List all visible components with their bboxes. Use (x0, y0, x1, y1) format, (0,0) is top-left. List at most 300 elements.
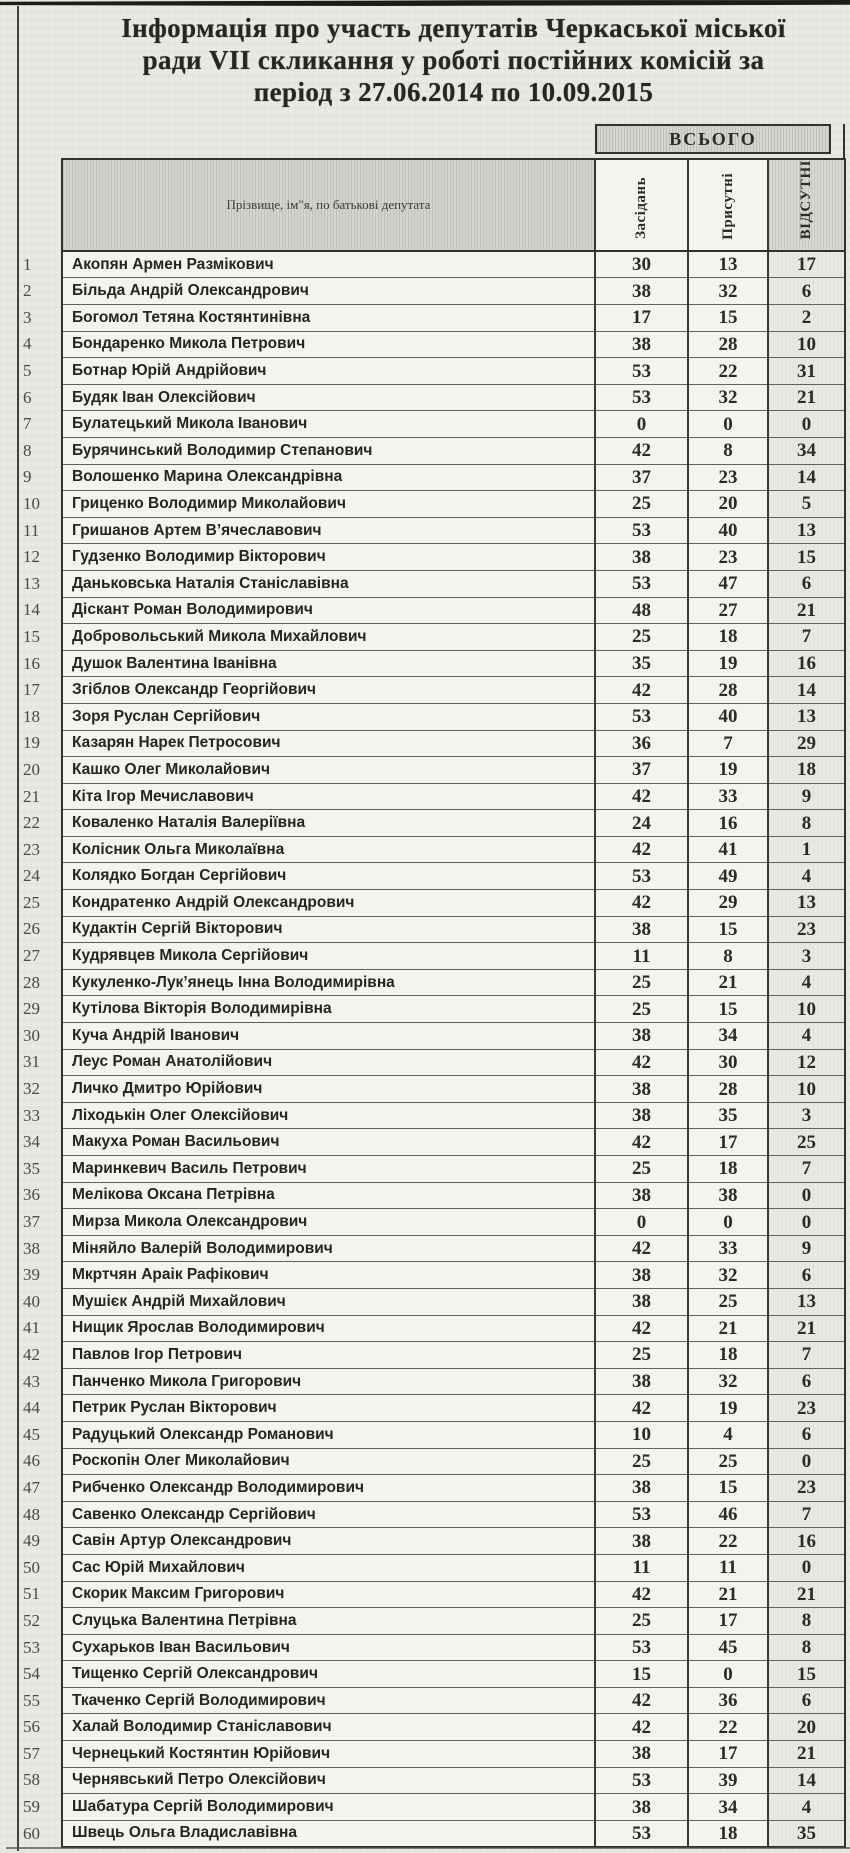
present-count: 36 (688, 1687, 768, 1714)
present-count: 0 (688, 1209, 768, 1236)
deputy-name: Нищик Ярослав Володимирович (62, 1315, 595, 1342)
row-number: 55 (23, 1690, 40, 1710)
row-number: 21 (23, 786, 40, 806)
meetings-count: 15 (595, 1661, 688, 1688)
table-row (18, 863, 845, 890)
meetings-count: 38 (595, 331, 688, 358)
table-row (18, 810, 845, 837)
row-number: 38 (23, 1238, 40, 1258)
row-number: 27 (23, 946, 40, 966)
table-row (18, 1554, 845, 1581)
row-number: 35 (23, 1158, 40, 1178)
table-row (18, 544, 845, 571)
absent-count: 17 (768, 251, 845, 278)
deputy-name: Мелікова Оксана Петрівна (62, 1182, 595, 1209)
absent-count: 21 (768, 1741, 845, 1768)
row-number: 56 (23, 1717, 40, 1737)
meetings-column-header (595, 159, 688, 251)
absent-count: 14 (768, 677, 845, 704)
absent-count: 6 (768, 1368, 845, 1395)
absent-count: 23 (768, 916, 845, 943)
row-number: 2 (23, 281, 32, 301)
present-count: 19 (688, 757, 768, 784)
present-count: 39 (688, 1767, 768, 1794)
deputy-name: Більда Андрій Олександрович (62, 278, 595, 305)
deputy-name: Мкртчян Араік Рафікович (62, 1262, 595, 1289)
deputy-name: Роскопін Олег Миколайович (62, 1448, 595, 1475)
table-row (18, 730, 845, 757)
document-title (62, 12, 845, 108)
absent-count: 34 (768, 437, 845, 464)
absent-count: 21 (768, 1581, 845, 1608)
absent-count: 6 (768, 1421, 845, 1448)
meetings-count: 38 (595, 278, 688, 305)
present-count: 30 (688, 1049, 768, 1076)
row-number: 17 (23, 680, 40, 700)
deputy-name: Гудзенко Володимир Вікторович (62, 544, 595, 571)
table-row (18, 1288, 845, 1315)
present-count: 17 (688, 1741, 768, 1768)
absent-count: 21 (768, 1315, 845, 1342)
deputy-name: Згіблов Олександр Георгійович (62, 677, 595, 704)
absent-count: 6 (768, 278, 845, 305)
gutter-header-cell (18, 159, 62, 251)
present-count: 40 (688, 517, 768, 544)
absent-count: 13 (768, 890, 845, 917)
row-number: 7 (23, 414, 32, 434)
present-count: 18 (688, 624, 768, 651)
total-header-cell: ВСЬОГО (595, 124, 831, 154)
meetings-count: 24 (595, 810, 688, 837)
row-number: 10 (23, 493, 40, 513)
deputy-name: Кудрявцев Микола Сергійович (62, 943, 595, 970)
row-number: 33 (23, 1105, 40, 1125)
meetings-count: 25 (595, 996, 688, 1023)
deputy-name: Чернецький Костянтин Юрійович (62, 1741, 595, 1768)
deputy-name: Акопян Армен Размікович (62, 251, 595, 278)
present-count: 34 (688, 1794, 768, 1821)
table-row (18, 943, 845, 970)
deputy-name: Чернявський Петро Олексійович (62, 1767, 595, 1794)
present-count: 8 (688, 943, 768, 970)
table-row (18, 1049, 845, 1076)
present-count: 22 (688, 358, 768, 385)
deputy-name: Бондаренко Микола Петрович (62, 331, 595, 358)
meetings-count: 38 (595, 1794, 688, 1821)
present-count: 22 (688, 1714, 768, 1741)
row-number: 37 (23, 1212, 40, 1231)
table-row (18, 1023, 845, 1050)
absent-count: 7 (768, 1342, 845, 1369)
present-count: 4 (688, 1421, 768, 1448)
table-row (18, 437, 845, 464)
deputy-name: Гришанов Артем В’ячеславович (62, 517, 595, 544)
absent-count: 31 (768, 358, 845, 385)
deputy-name: Даньковська Наталія Станіславівна (62, 570, 595, 597)
deputy-name: Кашко Олег Миколайович (62, 757, 595, 784)
table-row (18, 1608, 845, 1635)
row-number: 4 (23, 334, 32, 354)
table-row (18, 1395, 845, 1422)
deputy-name: Мушієк Андрій Михайлович (62, 1288, 595, 1315)
absent-count: 6 (768, 1262, 845, 1289)
present-count: 17 (688, 1129, 768, 1156)
present-count: 41 (688, 836, 768, 863)
deputy-name: Халай Володимир Станіславович (62, 1714, 595, 1741)
row-number: 9 (23, 467, 32, 487)
meetings-count: 42 (595, 1315, 688, 1342)
table-row (18, 783, 845, 810)
table-row (18, 491, 845, 518)
table-row (18, 1368, 845, 1395)
table-row (18, 278, 845, 305)
present-count: 27 (688, 597, 768, 624)
meetings-count: 38 (595, 1288, 688, 1315)
present-count: 33 (688, 1235, 768, 1262)
deputy-name: Маринкевич Василь Петрович (62, 1156, 595, 1183)
table-row (18, 703, 845, 730)
row-number: 48 (23, 1504, 40, 1524)
meetings-count: 42 (595, 1049, 688, 1076)
table-row (18, 1767, 845, 1794)
table-row (18, 570, 845, 597)
name-column-header: Прізвище, ім"я, по батькові депутата (62, 159, 595, 251)
absent-count: 13 (768, 517, 845, 544)
table-row (18, 358, 845, 385)
meetings-count: 36 (595, 730, 688, 757)
present-count: 49 (688, 863, 768, 890)
present-count: 34 (688, 1023, 768, 1050)
scan-bottom-line-artifact (6, 1847, 850, 1849)
absent-count: 18 (768, 757, 845, 784)
table-row (18, 1528, 845, 1555)
meetings-count: 42 (595, 1687, 688, 1714)
deputy-name: Діскант Роман Володимирович (62, 597, 595, 624)
absent-count: 9 (768, 783, 845, 810)
table-row (18, 1315, 845, 1342)
present-count: 16 (688, 810, 768, 837)
deputy-name: Петрик Руслан Вікторович (62, 1395, 595, 1422)
deputy-name: Колядко Богдан Сергійович (62, 863, 595, 890)
meetings-count: 53 (595, 358, 688, 385)
deputy-name: Личко Дмитро Юрійович (62, 1076, 595, 1103)
absent-count: 4 (768, 969, 845, 996)
present-column-label: Присутні (719, 172, 736, 240)
attendance-table (18, 158, 846, 1848)
absent-count: 16 (768, 650, 845, 677)
row-number: 29 (23, 999, 40, 1019)
table-row (18, 1156, 845, 1183)
deputy-name: Ботнар Юрій Андрійович (62, 358, 595, 385)
absent-count: 12 (768, 1049, 845, 1076)
table-row (18, 1448, 845, 1475)
absent-count: 0 (768, 411, 845, 438)
meetings-count: 42 (595, 783, 688, 810)
present-count: 29 (688, 890, 768, 917)
row-number: 41 (23, 1318, 40, 1338)
row-number: 20 (23, 759, 40, 779)
deputy-name: Павлов Ігор Петрович (62, 1342, 595, 1369)
absent-count: 13 (768, 703, 845, 730)
meetings-count: 42 (595, 1129, 688, 1156)
absent-column-header (768, 159, 845, 251)
row-number: 45 (23, 1424, 40, 1444)
row-number: 25 (23, 892, 40, 912)
row-number: 46 (23, 1451, 40, 1471)
present-count: 18 (688, 1820, 768, 1847)
absent-count: 0 (768, 1554, 845, 1581)
deputy-name: Богомол Тетяна Костянтинівна (62, 305, 595, 332)
table-row (18, 597, 845, 624)
title-line-2: ради VII скликання у роботі постійних комісій за (142, 45, 765, 75)
table-row (18, 677, 845, 704)
deputy-name: Бурячинський Володимир Степанович (62, 437, 595, 464)
meetings-count: 11 (595, 1554, 688, 1581)
table-row (18, 1475, 845, 1502)
deputy-name: Швець Ольга Владиславівна (62, 1820, 595, 1847)
title-line-3: період з 27.06.2014 по 10.09.2015 (253, 77, 654, 107)
deputy-name: Слуцька Валентина Петрівна (62, 1608, 595, 1635)
deputy-name: Радуцький Олександр Романович (62, 1421, 595, 1448)
deputy-name: Добровольський Микола Михайлович (62, 624, 595, 651)
present-count: 47 (688, 570, 768, 597)
present-count: 32 (688, 1262, 768, 1289)
meetings-count: 42 (595, 677, 688, 704)
deputy-name: Будяк Іван Олексійович (62, 384, 595, 411)
absent-count: 7 (768, 1156, 845, 1183)
row-number: 13 (23, 573, 40, 593)
deputy-name: Кіта Ігор Мечиславович (62, 783, 595, 810)
absent-count: 3 (768, 943, 845, 970)
deputy-name: Сас Юрій Михайлович (62, 1554, 595, 1581)
present-count: 17 (688, 1608, 768, 1635)
present-count: 18 (688, 1342, 768, 1369)
absent-count: 16 (768, 1528, 845, 1555)
absent-count: 23 (768, 1395, 845, 1422)
row-number: 16 (23, 653, 40, 673)
row-number: 53 (23, 1637, 40, 1657)
meetings-count: 38 (595, 1102, 688, 1129)
meetings-count: 42 (595, 1581, 688, 1608)
meetings-count: 37 (595, 464, 688, 491)
absent-count: 14 (768, 1767, 845, 1794)
present-column-header (688, 159, 768, 251)
table-row (18, 1820, 845, 1847)
absent-count: 23 (768, 1475, 845, 1502)
row-number: 23 (23, 839, 40, 859)
table-row (18, 1741, 845, 1768)
meetings-count: 10 (595, 1421, 688, 1448)
present-count: 19 (688, 1395, 768, 1422)
row-number: 12 (23, 547, 40, 567)
deputy-name: Куча Андрій Іванович (62, 1023, 595, 1050)
present-count: 45 (688, 1634, 768, 1661)
meetings-column-label: Засідань (633, 177, 649, 240)
table-row (18, 1634, 845, 1661)
meetings-count: 38 (595, 544, 688, 571)
row-number: 6 (23, 387, 32, 407)
row-number: 47 (23, 1477, 40, 1497)
present-count: 32 (688, 278, 768, 305)
absent-count: 8 (768, 1634, 845, 1661)
row-number: 5 (23, 361, 32, 380)
table-row (18, 251, 845, 278)
absent-count: 0 (768, 1209, 845, 1236)
present-count: 15 (688, 1475, 768, 1502)
present-count: 32 (688, 1368, 768, 1395)
table-row (18, 1102, 845, 1129)
meetings-count: 30 (595, 251, 688, 278)
present-count: 46 (688, 1501, 768, 1528)
present-count: 23 (688, 464, 768, 491)
meetings-count: 53 (595, 1634, 688, 1661)
meetings-count: 37 (595, 757, 688, 784)
meetings-count: 25 (595, 1156, 688, 1183)
meetings-count: 11 (595, 943, 688, 970)
table-row (18, 517, 845, 544)
table-row (18, 1235, 845, 1262)
row-number: 60 (23, 1823, 40, 1843)
absent-count: 20 (768, 1714, 845, 1741)
row-number: 42 (23, 1344, 40, 1364)
table-row (18, 411, 845, 438)
absent-count: 8 (768, 1608, 845, 1635)
row-number: 3 (23, 307, 32, 327)
meetings-count: 53 (595, 1820, 688, 1847)
meetings-count: 38 (595, 916, 688, 943)
row-number: 39 (23, 1265, 40, 1285)
present-count: 22 (688, 1528, 768, 1555)
meetings-count: 25 (595, 1342, 688, 1369)
deputy-name: Душок Валентина Іванівна (62, 650, 595, 677)
absent-count: 21 (768, 597, 845, 624)
row-number: 11 (23, 520, 40, 540)
deputy-name: Кутілова Вікторія Володимирівна (62, 996, 595, 1023)
meetings-count: 0 (595, 411, 688, 438)
present-count: 8 (688, 437, 768, 464)
deputy-name: Шабатура Сергій Володимирович (62, 1794, 595, 1821)
row-number: 58 (23, 1770, 40, 1790)
present-count: 21 (688, 1581, 768, 1608)
table-row (18, 464, 845, 491)
meetings-count: 53 (595, 863, 688, 890)
row-number: 40 (23, 1291, 40, 1311)
deputy-name: Волошенко Марина Олександрівна (62, 464, 595, 491)
row-number: 14 (23, 600, 40, 620)
row-number: 49 (23, 1531, 40, 1551)
scan-edge-artifact (0, 0, 850, 6)
absent-column-label: ВІДСУТНІ (798, 160, 814, 240)
present-count: 18 (688, 1156, 768, 1183)
meetings-count: 53 (595, 570, 688, 597)
deputy-name: Леус Роман Анатолійович (62, 1049, 595, 1076)
absent-count: 8 (768, 810, 845, 837)
table-row (18, 305, 845, 332)
row-number: 31 (23, 1052, 40, 1072)
row-number: 57 (23, 1743, 40, 1763)
deputy-name: Макуха Роман Васильович (62, 1129, 595, 1156)
absent-count: 3 (768, 1102, 845, 1129)
meetings-count: 25 (595, 491, 688, 518)
absent-count: 10 (768, 996, 845, 1023)
row-number: 22 (23, 813, 40, 833)
deputy-name: Скорик Максим Григорович (62, 1581, 595, 1608)
present-count: 13 (688, 251, 768, 278)
meetings-count: 38 (595, 1182, 688, 1209)
table-row (18, 650, 845, 677)
table-row (18, 757, 845, 784)
present-count: 15 (688, 996, 768, 1023)
meetings-count: 38 (595, 1528, 688, 1555)
table-row (18, 1129, 845, 1156)
table-row (18, 624, 845, 651)
row-number: 54 (23, 1664, 40, 1684)
row-number: 59 (23, 1797, 40, 1817)
meetings-count: 42 (595, 1714, 688, 1741)
row-number: 15 (23, 626, 40, 646)
meetings-count: 25 (595, 624, 688, 651)
deputy-name: Савенко Олександр Сергійович (62, 1501, 595, 1528)
meetings-count: 0 (595, 1209, 688, 1236)
deputy-name: Сухарьков Іван Васильович (62, 1634, 595, 1661)
absent-count: 35 (768, 1820, 845, 1847)
absent-count: 9 (768, 1235, 845, 1262)
deputy-name: Кудактін Сергій Вікторович (62, 916, 595, 943)
row-number: 8 (23, 440, 32, 460)
present-count: 35 (688, 1102, 768, 1129)
absent-count: 6 (768, 1687, 845, 1714)
table-row (18, 1076, 845, 1103)
meetings-count: 53 (595, 1767, 688, 1794)
deputy-name: Мирза Микола Олександрович (62, 1209, 595, 1236)
present-count: 0 (688, 1661, 768, 1688)
table-row (18, 1342, 845, 1369)
deputy-name: Ткаченко Сергій Володимирович (62, 1687, 595, 1714)
table-row (18, 1687, 845, 1714)
row-number: 26 (23, 919, 40, 939)
meetings-count: 42 (595, 1395, 688, 1422)
deputy-name: Казарян Нарек Петросович (62, 730, 595, 757)
meetings-count: 38 (595, 1368, 688, 1395)
table-row (18, 916, 845, 943)
present-count: 28 (688, 331, 768, 358)
meetings-count: 25 (595, 1608, 688, 1635)
present-count: 21 (688, 969, 768, 996)
absent-count: 4 (768, 1023, 845, 1050)
absent-count: 4 (768, 863, 845, 890)
absent-count: 13 (768, 1288, 845, 1315)
row-number: 36 (23, 1185, 40, 1205)
meetings-count: 53 (595, 517, 688, 544)
meetings-count: 48 (595, 597, 688, 624)
present-count: 25 (688, 1288, 768, 1315)
present-count: 25 (688, 1448, 768, 1475)
table-row (18, 996, 845, 1023)
absent-count: 5 (768, 491, 845, 518)
deputy-name: Ліходькін Олег Олексійович (62, 1102, 595, 1129)
absent-count: 0 (768, 1448, 845, 1475)
meetings-count: 25 (595, 969, 688, 996)
absent-count: 4 (768, 1794, 845, 1821)
present-count: 7 (688, 730, 768, 757)
row-number: 44 (23, 1398, 40, 1418)
table-row (18, 1262, 845, 1289)
absent-count: 21 (768, 384, 845, 411)
table-row (18, 836, 845, 863)
deputy-name: Гриценко Володимир Миколайович (62, 491, 595, 518)
absent-count: 14 (768, 464, 845, 491)
table-row (18, 1501, 845, 1528)
